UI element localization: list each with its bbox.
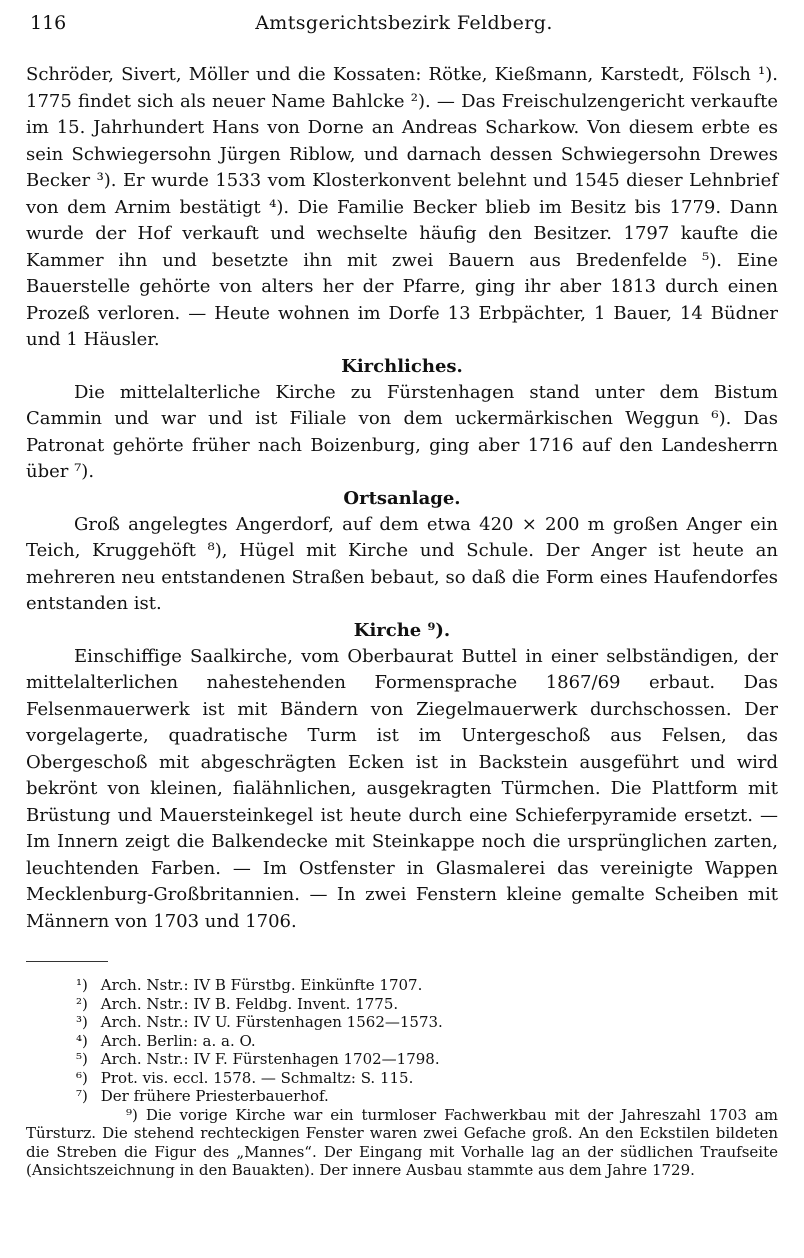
paragraph-ortsanlage: Groß angelegtes Angerdorf, auf dem etwa 420 × 200 m großen Anger ein Teich, Kruggehöft ⁸), Hügel mit Kirche und Schule. Der Anger ist heute an mehreren neu entstandenen Straßen bebaut, so daß die Form eines Haufendorfes entstanden ist. [26, 513, 778, 614]
footnote-mark: ¹) [76, 976, 88, 994]
footnote-text: Arch. Berlin: a. a. O. [100, 1031, 256, 1050]
section-heading-kirchliches: Kirchliches. [341, 355, 463, 377]
footnote [26, 1087, 778, 1106]
footnote-text: Arch. Nstr.: IV B Fürstbg. Einkünfte 1707. [100, 976, 423, 994]
footnote-mark: ⁵) [76, 1050, 88, 1068]
footnote-mark: ⁴) [76, 1031, 88, 1050]
footnote-mark: ⁷) [76, 1087, 88, 1105]
footnote-text: Die vorige Kirche war ein turmloser Fachwerkbau mit der Jahreszahl 1703 am Türsturz. Die stehend rechteckigen Fenster waren zwei Gefache groß. An den Eckstilen bildeten die Streben die Figur des „Mannes“. Der Eingang mit Vorhalle lag an der südlichen Traufseite (Ansichtszeichnung in den Bauakten). Der innere Ausbau stammte aus dem Jahre 1729. [26, 1105, 778, 1179]
section-heading-ortsanlage: Ortsanlage. [343, 487, 461, 509]
footnote-text: Der frühere Priesterbauerhof. [100, 1087, 329, 1105]
footnote [26, 1050, 778, 1069]
footnote-text: Arch. Nstr.: IV B. Feldbg. Invent. 1775. [100, 994, 399, 1013]
section-heading-kirche: Kirche ⁹). [353, 619, 451, 641]
footnote [26, 1032, 778, 1051]
footnote-text: Arch. Nstr.: IV F. Fürstenhagen 1702—1798. [100, 1050, 440, 1068]
paragraph-kirchliches: Die mittelalterliche Kirche zu Fürstenhagen stand unter dem Bistum Cammin und war und ist Filiale von dem uckermärkischen Weggun ⁶). Das Patronat gehörte früher nach Boizenburg, ging aber 1716 auf den Landesherrn über ⁷). [26, 381, 778, 482]
paragraph-kirche: Einschiffige Saalkirche, vom Oberbaurat Buttel in einer selbständigen, der mittelalterlichen nahestehenden Formensprache 1867/69 erbaut. Das Felsenmauerwerk ist mit Bändern von Ziegelmauerwerk durchschossen. Der vorgelagerte, quadratische Turm ist im Untergeschoß aus Felsen, das Obergeschoß mit abgeschrägten Ecken ist in Backstein ausgeführt und wird bekrönt von kleinen, fialähnlichen, ausgekragten Türmchen. Die Plattform mit Brüstung und Mauersteinkegel ist heute durch eine Schieferpyramide ersetzt. — Im Innern zeigt die Balkendecke mit Steinkappe noch die ursprünglichen zarten, leuchtenden Farben. — Im Ostfenster in Glasmalerei das vereinigte Wappen Mecklenburg-Großbritannien. — In zwei Fenstern kleine gemalte Scheiben mit Männern von 1703 und 1706. [26, 645, 778, 932]
footnote-separator [26, 961, 108, 962]
page-header [30, 12, 778, 38]
footnote [26, 1106, 778, 1180]
footnote [26, 1069, 778, 1088]
running-title: Amtsgerichtsbezirk Feldberg. [255, 12, 553, 34]
footnote-mark: ²) [76, 994, 88, 1013]
footnote-mark: ⁹) [126, 1105, 138, 1124]
footnote-text: Prot. vis. eccl. 1578. — Schmaltz: S. 115. [100, 1068, 414, 1087]
footnote-text: Arch. Nstr.: IV U. Fürstenhagen 1562—1573. [100, 1013, 443, 1031]
footnote-mark: ³) [76, 1013, 88, 1031]
footnote [26, 1013, 778, 1032]
footnotes [26, 976, 778, 1180]
page-body [26, 62, 778, 1180]
footnote [26, 976, 778, 995]
page-number: 116 [30, 12, 67, 34]
footnote [26, 995, 778, 1014]
footnote-mark: ⁶) [76, 1068, 88, 1087]
paragraph-freischulzengericht: Schröder, Sivert, Möller und die Kossaten: Rötke, Kießmann, Karstedt, Fölsch ¹). 1775 findet sich als neuer Name Bahlcke ²). — Das Freischulzengericht verkaufte im 15. Jahrhundert Hans von Dorne an Andreas Scharkow. Von diesem erbte es sein Schwiegersohn Jürgen Riblow, und darnach dessen Schwiegersohn Drewes Becker ³). Er wurde 1533 vom Klosterkonvent belehnt und 1545 dieser Lehnbrief von dem Arnim bestätigt ⁴). Die Familie Becker blieb im Besitz bis 1779. Dann wurde der Hof verkauft und wechselte häufig den Besitzer. 1797 kaufte die Kammer ihn und besetzte ihn mit zwei Bauern aus Bredenfelde ⁵). Eine Bauerstelle gehörte von alters her der Pfarre, ging ihr aber 1813 durch einen Prozeß verloren. — Heute wohnen im Dorfe 13 Erbpächter, 1 Bauer, 14 Büdner und 1 Häusler. [26, 64, 778, 350]
